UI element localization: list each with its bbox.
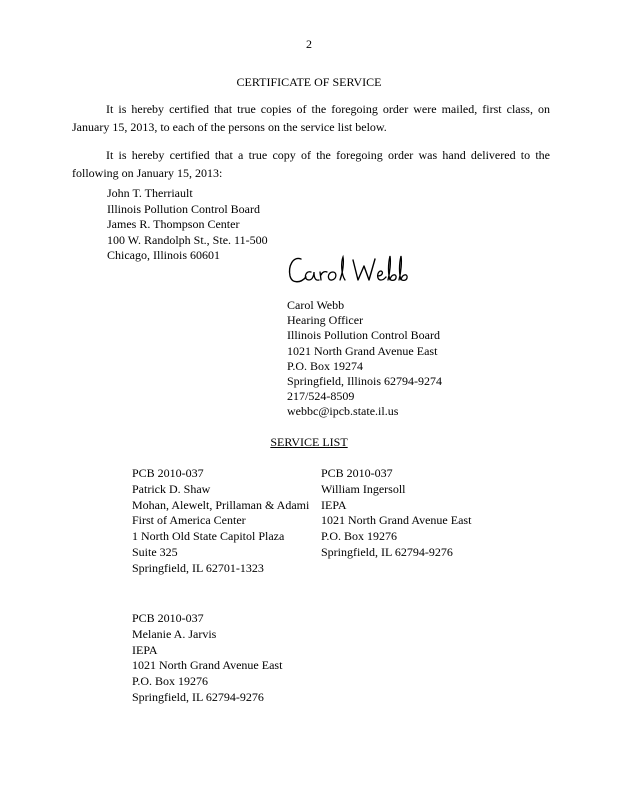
service-list-entry — [132, 611, 282, 706]
signer-line: Springfield, Illinois 62794-9274 — [287, 374, 442, 389]
service-list-entry — [321, 466, 471, 561]
hand-delivery-paragraph-text: It is hereby certified that a true copy of the foregoing order was hand delivered to the following on January 15, 2013: — [72, 148, 550, 180]
signer-email: webbc@ipcb.state.il.us — [287, 404, 399, 419]
service-line: Springfield, IL 62794-9276 — [132, 689, 264, 704]
service-line: P.O. Box 19276 — [321, 529, 398, 544]
service-line: Patrick D. Shaw — [132, 481, 211, 496]
service-line: P.O. Box 19276 — [132, 674, 209, 689]
service-line: PCB 2010-037 — [321, 466, 393, 480]
address-line: Illinois Pollution Control Board — [107, 201, 261, 216]
service-line: 1021 North Grand Avenue East — [132, 658, 283, 673]
address-line: 100 W. Randolph St., Ste. 11-500 — [107, 232, 268, 247]
signer-name: Carol Webb — [287, 298, 345, 312]
service-list-title: SERVICE LIST — [270, 435, 348, 449]
certificate-title: CERTIFICATE OF SERVICE — [236, 75, 382, 89]
service-line: Melanie A. Jarvis — [132, 626, 217, 641]
signer-title: Hearing Officer — [287, 313, 364, 328]
address-line: James R. Thompson Center — [107, 217, 240, 232]
hand-delivery-paragraph — [72, 146, 550, 182]
mail-paragraph-text: It is hereby certified that true copies of the foregoing order were mailed, first class, on January 15, 2013, to each of the persons on the service list below. — [72, 102, 550, 134]
handwritten-signature — [287, 250, 417, 290]
address-line: John T. Therriault — [107, 186, 193, 200]
service-line: PCB 2010-037 — [132, 466, 204, 480]
service-line: IEPA — [321, 497, 347, 512]
service-line: 1021 North Grand Avenue East — [321, 513, 472, 528]
hand-delivery-address — [107, 186, 268, 264]
service-list-entry — [132, 466, 309, 577]
signer-line: Illinois Pollution Control Board — [287, 328, 441, 343]
service-line: PCB 2010-037 — [132, 611, 204, 625]
service-line: Springfield, IL 62794-9276 — [321, 544, 453, 559]
service-line: First of America Center — [132, 513, 246, 528]
signer-phone: 217/524-8509 — [287, 389, 355, 404]
service-line: Suite 325 — [132, 544, 178, 559]
service-line: Mohan, Alewelt, Prillaman & Adami — [132, 497, 310, 512]
signer-line: P.O. Box 19274 — [287, 358, 364, 373]
page-number: 2 — [306, 37, 312, 51]
service-line: William Ingersoll — [321, 481, 406, 496]
mail-paragraph — [72, 100, 550, 136]
service-line: Springfield, IL 62701-1323 — [132, 560, 264, 575]
service-line: 1 North Old State Capitol Plaza — [132, 529, 285, 544]
signer-block — [287, 298, 442, 420]
signer-line: 1021 North Grand Avenue East — [287, 343, 438, 358]
service-line: IEPA — [132, 642, 158, 657]
address-line: Chicago, Illinois 60601 — [107, 248, 220, 263]
